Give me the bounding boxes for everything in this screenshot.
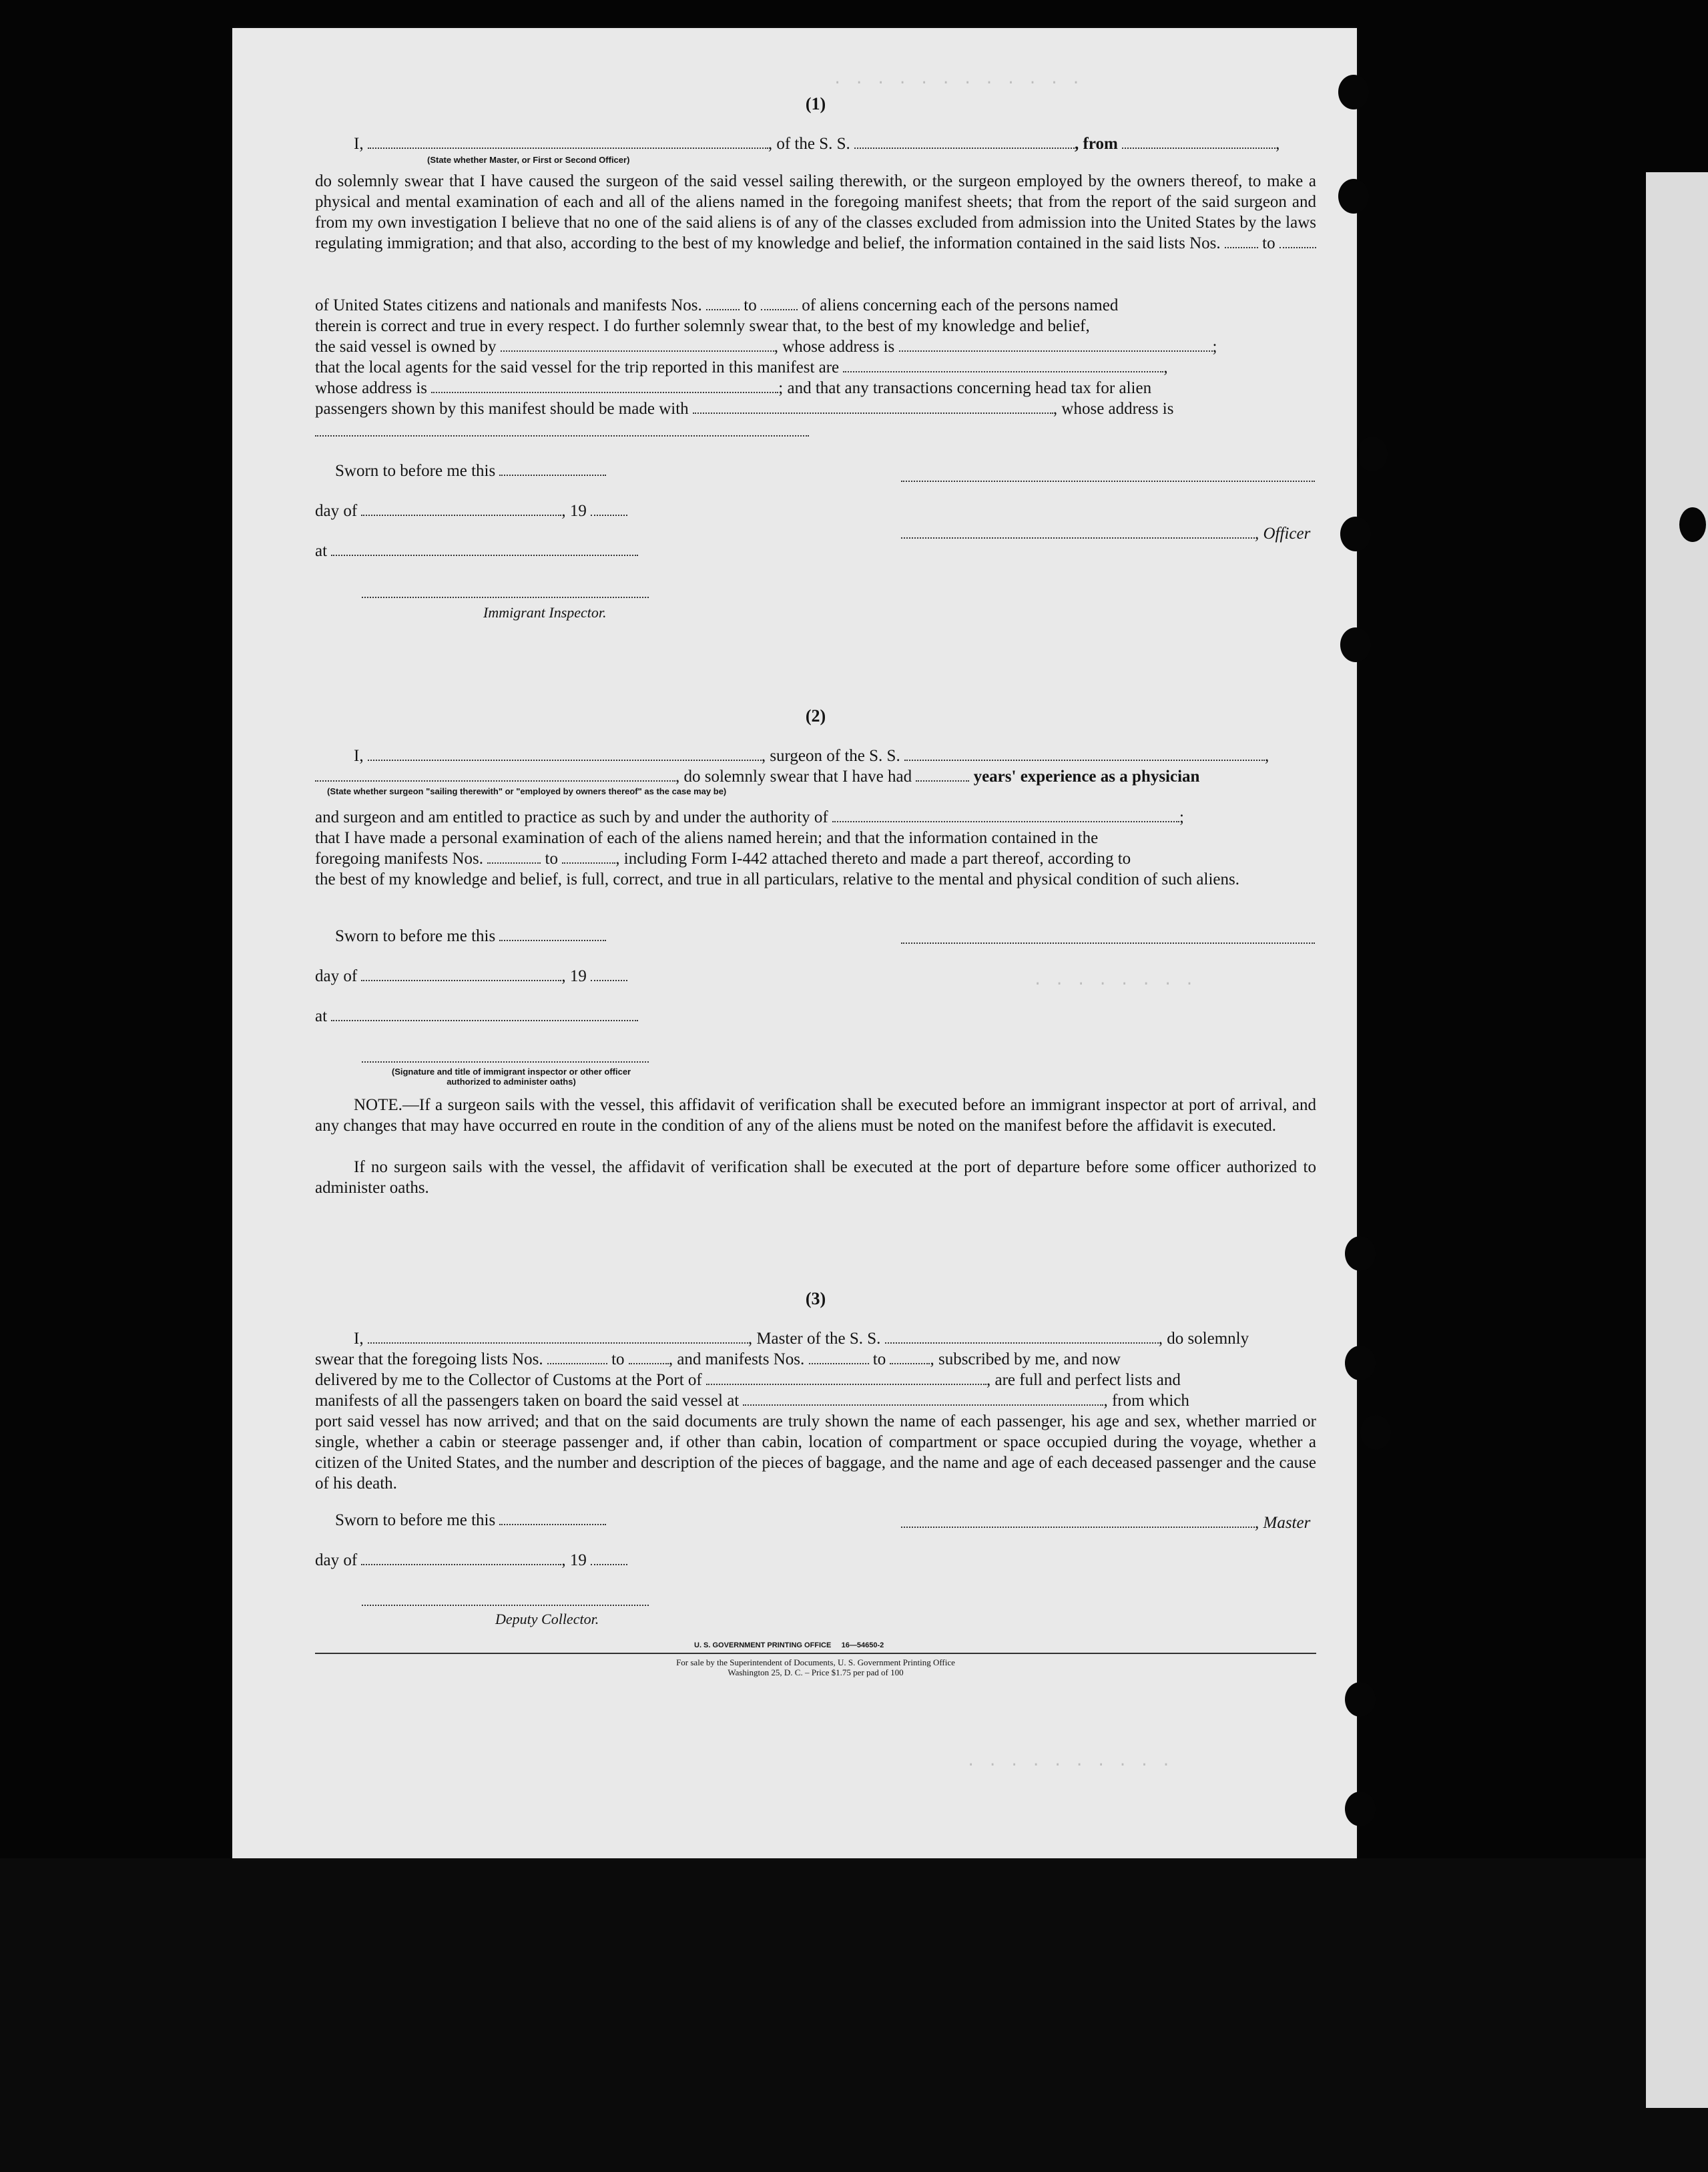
punch-hole bbox=[1345, 1792, 1376, 1826]
section-3-line-3: delivered by me to the Collector of Customs at the Port of , are full and perfect lists and bbox=[315, 1371, 1181, 1389]
deputy-collector-label: Deputy Collector. bbox=[495, 1611, 599, 1627]
section-2-line-5: foregoing manifests Nos. to , including Form I-442 attached thereto and made a part thereof, according to bbox=[315, 850, 1131, 868]
master-day-of-field[interactable] bbox=[361, 1555, 561, 1565]
oath-officer-note: (Signature and title of immigrant inspector or other officer authorized to administer oaths) bbox=[391, 1067, 631, 1087]
section-1-manifests-line: of United States citizens and nationals and manifests Nos. to of aliens concerning each of the persons named bbox=[315, 296, 1119, 314]
master-sworn-date-field[interactable] bbox=[499, 1515, 606, 1525]
rank-field-note: (State whether Master, or First or Second Officer) bbox=[427, 155, 630, 165]
deputy-collector-signature-line[interactable] bbox=[362, 1605, 649, 1606]
price-line-1: For sale by the Superintendent of Documents, U. S. Government Printing Office bbox=[676, 1657, 955, 1667]
section-3-sworn: Sworn to before me this bbox=[335, 1510, 1336, 1531]
master-manifests-from-field[interactable] bbox=[809, 1354, 869, 1364]
section-3-line-1: I, , Master of the S. S. , do solemnly bbox=[354, 1330, 1249, 1348]
section-1-address-line: whose address is ; and that any transactions concerning head tax for alien bbox=[315, 379, 1152, 397]
master-vessel-field[interactable] bbox=[885, 1333, 1159, 1344]
no-surgeon-note-paragraph: If no surgeon sails with the vessel, the affidavit of verification shall be executed at the port of departure before some officer authorized to administer oaths. bbox=[315, 1158, 1316, 1197]
master-year-field[interactable] bbox=[591, 1555, 627, 1565]
inspector-label: Immigrant Inspector. bbox=[483, 604, 607, 621]
section-1-agents-line: that the local agents for the said vessel for the trip reported in this manifest are , bbox=[315, 358, 1168, 376]
punch-hole bbox=[1345, 1236, 1376, 1271]
price-line-2: Washington 25, D. C. – Price $1.75 per pad of 100 bbox=[728, 1667, 904, 1677]
section-1-sworn: Sworn to before me this bbox=[335, 461, 1336, 481]
manifest-affidavit-page bbox=[232, 28, 1357, 1858]
bleed-through-marks: · · · · · · · · · · · · bbox=[833, 75, 1083, 91]
section-2-line-1: I, , surgeon of the S. S. , bbox=[354, 747, 1269, 765]
port-of-arrival-field[interactable] bbox=[706, 1374, 986, 1385]
section-2-line-2: , do solemnly swear that I have had years' experience as a physician bbox=[315, 766, 1316, 787]
section-2-sworn: Sworn to before me this bbox=[335, 926, 1336, 946]
section-1-oath-paragraph: do solemnly swear that I have caused the surgeon of the said vessel sailing therewith, or the surgeon employed by the owners thereof, to make a physical and mental examination of each and all of the aliens named in the foregoing manifest sheets; that from the report of the said surgeon and from my own investigation I believe that no one of the said aliens is of any of the classes excluded from admission into the United States by the laws regulating immigration; and that also, according to the best of my knowledge and belief, the information contained in the said lists Nos. to bbox=[315, 172, 1316, 252]
section-2-heading: (2) bbox=[805, 706, 826, 726]
printing-office-mark: U. S. GOVERNMENT PRINTING OFFICE 16—54650-2 bbox=[694, 1641, 884, 1649]
adjacent-page-strip bbox=[1646, 172, 1708, 2108]
punch-hole bbox=[1338, 179, 1369, 214]
officer-title: , Officer bbox=[901, 523, 1315, 544]
section-3-line-2: swear that the foregoing lists Nos. to , and manifests Nos. to , subscribed by me, and now bbox=[315, 1350, 1121, 1368]
section-3 bbox=[315, 28, 1316, 1697]
scan-background-edge bbox=[0, 1858, 1708, 2172]
section-3-day-of: day of , 19 bbox=[315, 1550, 1316, 1571]
punch-hole bbox=[1340, 517, 1371, 551]
section-1-day-of: day of , 19 bbox=[315, 501, 1316, 521]
master-signature-field[interactable] bbox=[901, 1517, 1255, 1528]
punch-hole bbox=[1360, 1415, 1391, 1450]
section-2-at: at bbox=[315, 1006, 1316, 1027]
section-1-at: at bbox=[315, 541, 1316, 561]
master-title: , Master bbox=[901, 1513, 1315, 1533]
master-manifests-to-field[interactable] bbox=[890, 1354, 930, 1364]
footer-rule bbox=[315, 1653, 1316, 1654]
bleed-through-marks: · · · · · · · · bbox=[1033, 976, 1196, 993]
section-1-line-1: I, , of the S. S. , from , bbox=[354, 135, 1280, 153]
section-3-body: port said vessel has now arrived; and that on the said documents are truly shown the name of each passenger, his age and sex, whether married or single, whether a cabin or steerage passenger and, if other than cabin, location of compartment or space occupied during the voyage, whether a citizen of the United States, and the number and description of the pieces of baggage, and the name and age of each deceased passenger and the cause of his death. bbox=[315, 1412, 1316, 1492]
section-1-owner-line: the said vessel is owned by , whose address is ; bbox=[315, 338, 1217, 356]
punch-hole bbox=[1345, 1682, 1376, 1717]
bleed-through-marks: · · · · · · · · · · bbox=[966, 1757, 1173, 1774]
section-2-day-of: day of , 19 bbox=[315, 966, 1316, 987]
section-3-heading: (3) bbox=[805, 1289, 826, 1308]
master-name-field[interactable] bbox=[368, 1333, 748, 1344]
punch-hole bbox=[1338, 75, 1369, 109]
surgeon-note-paragraph: NOTE.—If a surgeon sails with the vessel, this affidavit of verification shall be executed before an immigrant inspector at port of arrival, and any changes that may have occurred en route in the condition of any of the aliens must be noted on the manifest before the affidavit is executed. bbox=[315, 1096, 1316, 1135]
section-1-therein-line: therein is correct and true in every respect. I do further solemnly swear that, to the best of my knowledge and belief, bbox=[315, 317, 1090, 335]
master-lists-from-field[interactable] bbox=[547, 1354, 607, 1364]
section-1-headtax-line: passengers shown by this manifest should be made with , whose address is bbox=[315, 400, 1174, 418]
section-2-line-4: that I have made a personal examination of each of the aliens named herein; and that the information contained in the bbox=[315, 829, 1099, 847]
punch-hole bbox=[1340, 627, 1371, 662]
section-2-line-6: the best of my knowledge and belief, is full, correct, and true in all particulars, relative to the mental and physical condition of such aliens. bbox=[315, 870, 1239, 888]
punch-hole bbox=[1357, 437, 1388, 471]
section-3-line-4: manifests of all the passengers taken on board the said vessel at , from which bbox=[315, 1392, 1189, 1410]
section-1-heading: (1) bbox=[805, 94, 826, 113]
section-2-line-3: and surgeon and am entitled to practice as such by and under the authority of ; bbox=[315, 808, 1184, 826]
punch-hole bbox=[1345, 1346, 1376, 1380]
surgeon-status-note: (State whether surgeon "sailing therewith" or "employed by owners thereof" as the case may be) bbox=[327, 786, 727, 796]
port-of-departure-field[interactable] bbox=[743, 1395, 1103, 1406]
master-lists-to-field[interactable] bbox=[629, 1354, 669, 1364]
strip-punch-hole bbox=[1679, 507, 1706, 542]
